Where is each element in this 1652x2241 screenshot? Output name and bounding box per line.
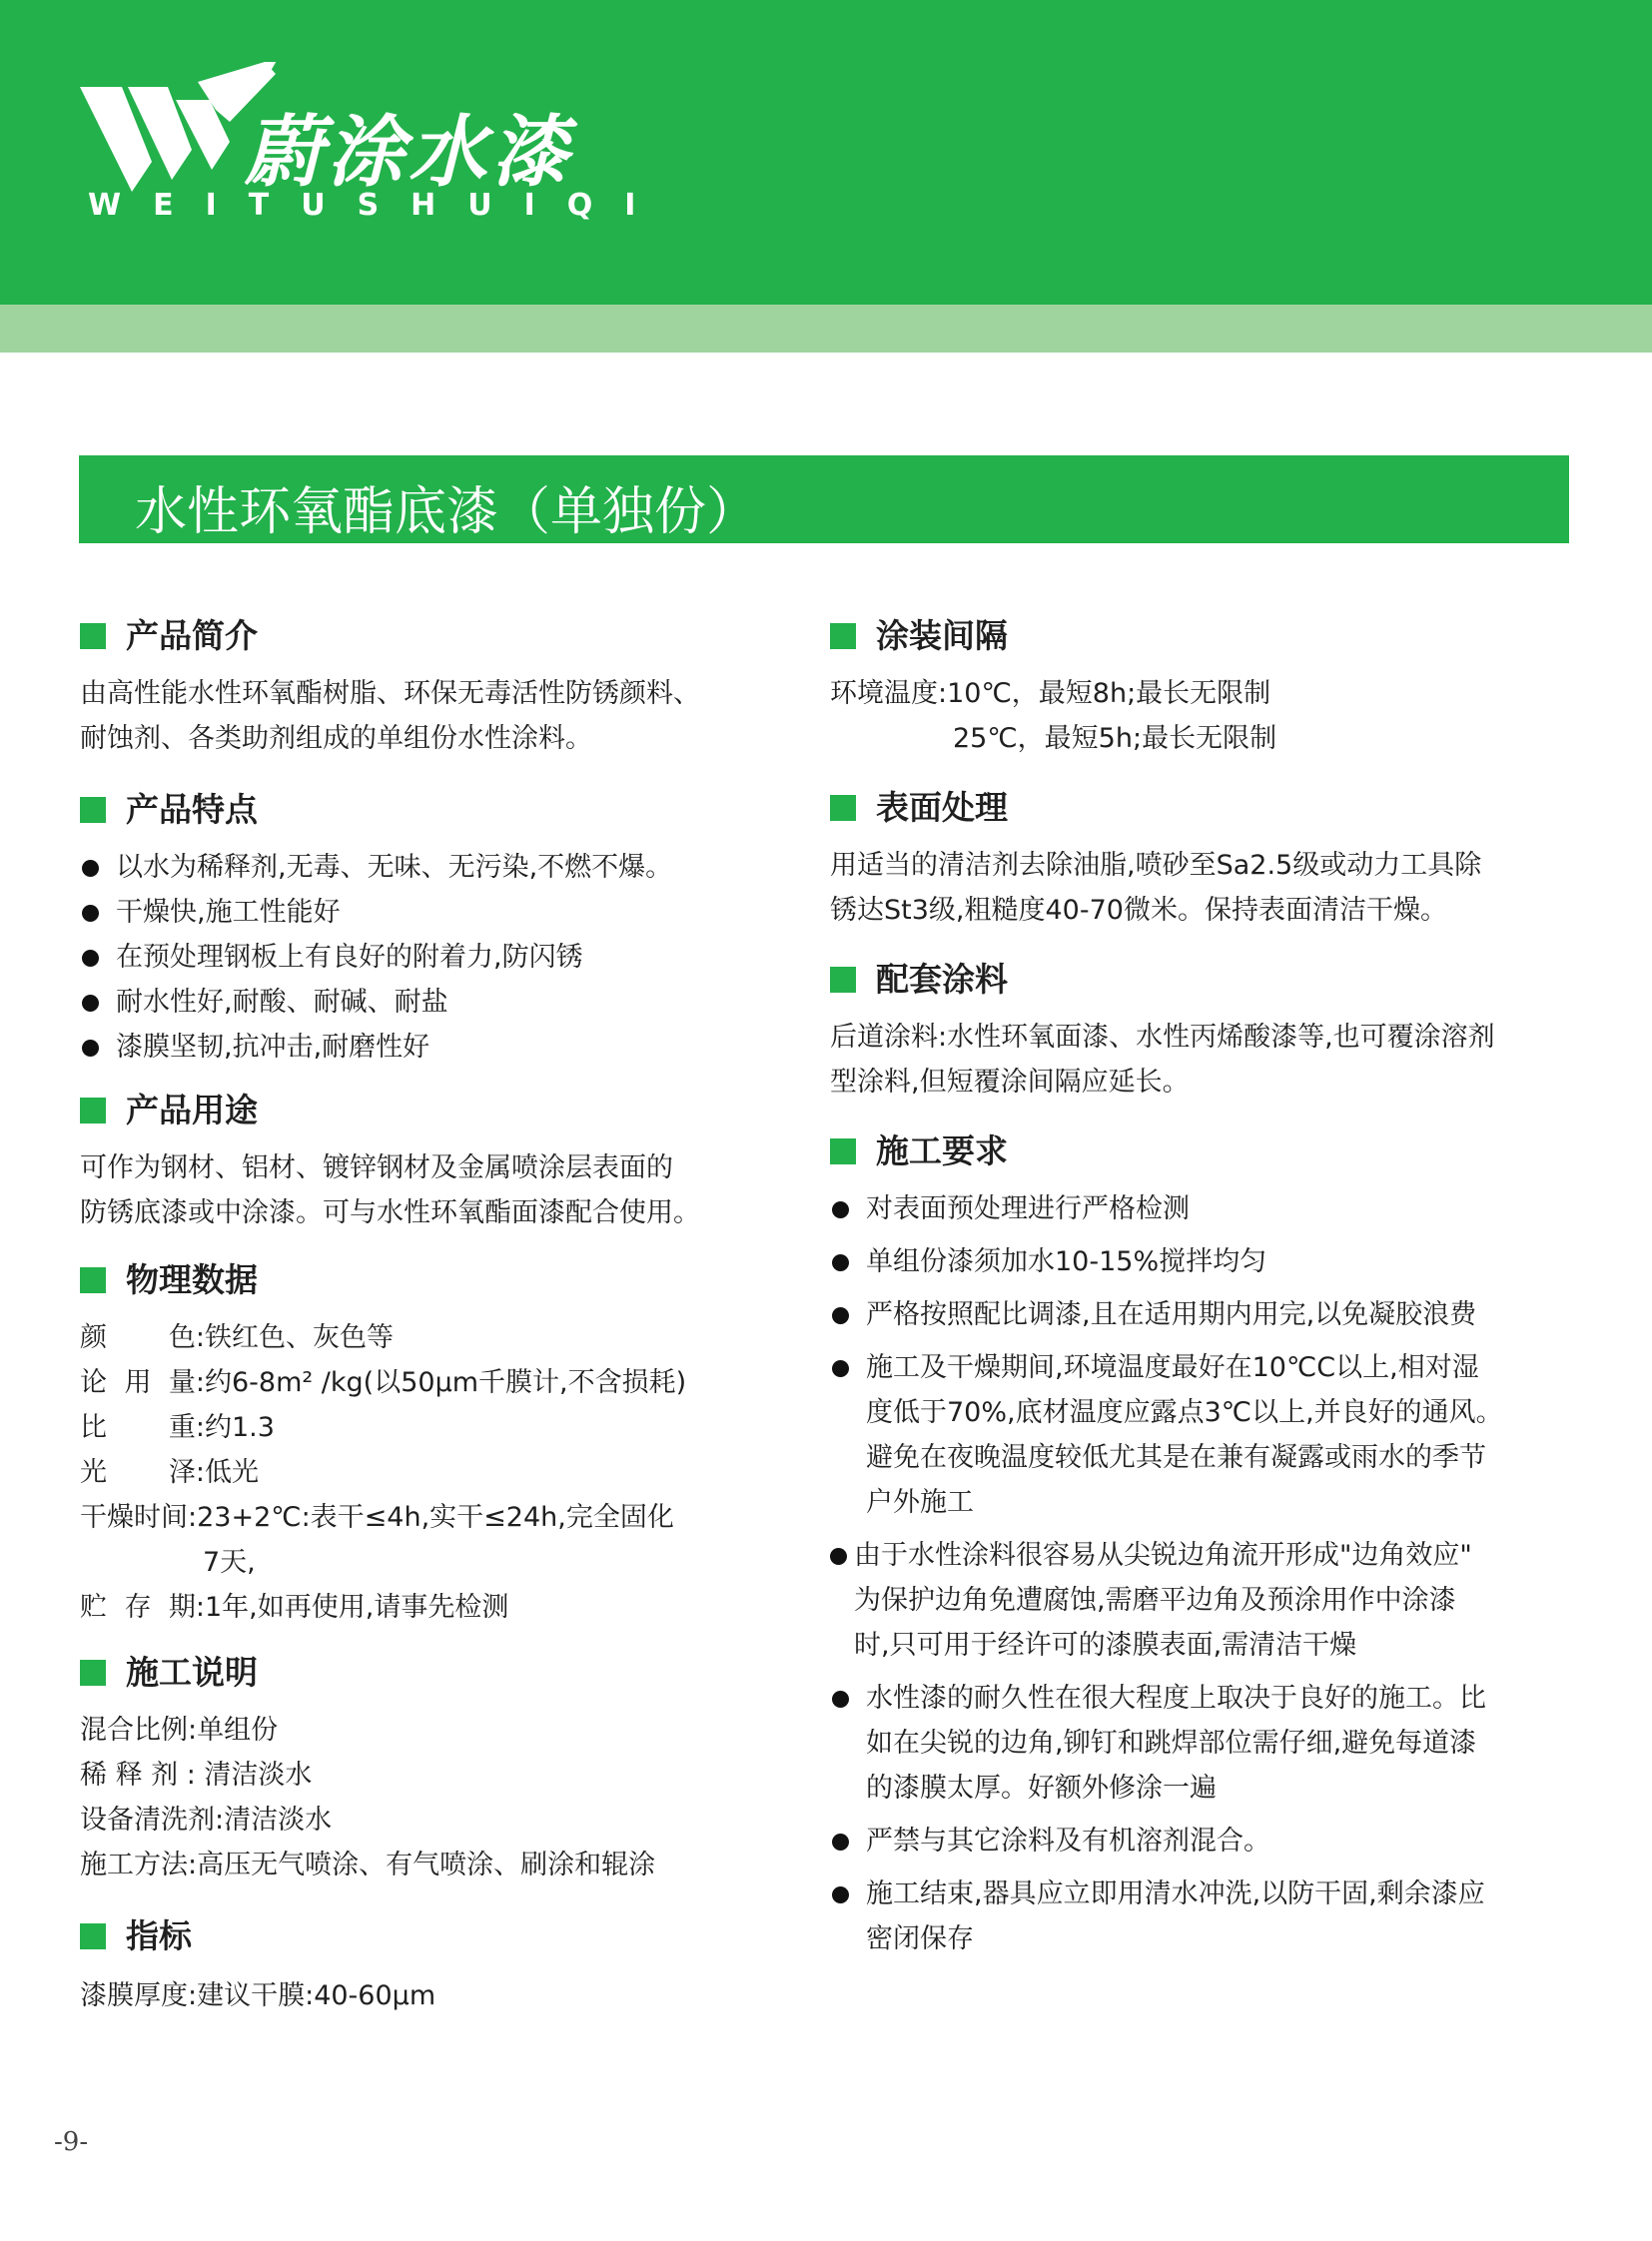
square-bullet-icon bbox=[80, 1923, 106, 1949]
list-item: 严禁与其它涂料及有机溶剂混合。 bbox=[830, 1819, 1569, 1864]
bullet-dot-icon bbox=[82, 950, 99, 967]
physical-color-row: 颜 色: 铁红色、灰色等 bbox=[80, 1322, 394, 1353]
list-item: 以水为稀释剂,无毒、无味、无污染,不燃不爆。 bbox=[80, 845, 779, 890]
square-bullet-icon bbox=[830, 1138, 856, 1164]
section-heading-matching: 配套涂料 bbox=[830, 955, 1569, 1005]
construction-text: 混合比例:单组份 稀 释 剂 : 清洁淡水 设备清洗剂:清洁淡水 施工方法:高压无气喷涂、有气喷涂、刷涂和辊涂 bbox=[80, 1715, 656, 1880]
bullet-dot-icon bbox=[832, 1886, 849, 1903]
index-text: 漆膜厚度:建议干膜:40-60μm bbox=[80, 1980, 436, 2011]
list-item: 由于水性涂料很容易从尖锐边角流开形成"边角效应" 为保护边角免遭腐蚀,需磨平边角及预涂用作中涂漆 时,只可用于经许可的漆膜表面,需清洁干燥 bbox=[830, 1533, 1569, 1668]
physical-gravity-row: 比 重: 约1.3 bbox=[80, 1412, 275, 1443]
square-bullet-icon bbox=[80, 1660, 106, 1686]
section-heading-requirements: 施工要求 bbox=[830, 1126, 1569, 1176]
list-item: 对表面预处理进行严格检测 bbox=[830, 1186, 1569, 1231]
intro-text: 由高性能水性环氧酯树脂、环保无毒活性防锈颜料、 耐蚀剂、各类助剂组成的单组份水性涂料。 bbox=[80, 678, 700, 754]
page-title: 水性环氧酯底漆（单独份） bbox=[135, 482, 759, 542]
bullet-dot-icon bbox=[82, 860, 99, 877]
surface-text: 用适当的清洁剂去除油脂,喷砂至Sa2.5级或动力工具除 锈达St3级,粗糙度40-70微米。保持表面清洁干燥。 bbox=[830, 850, 1482, 926]
left-column bbox=[80, 611, 779, 2018]
brand-name-cn: 蔚涂水漆 bbox=[245, 108, 573, 198]
bullet-dot-icon bbox=[832, 1360, 849, 1377]
bullet-dot-icon bbox=[832, 1691, 849, 1708]
square-bullet-icon bbox=[830, 967, 856, 993]
bullet-dot-icon bbox=[832, 1834, 849, 1851]
section-heading-features: 产品特点 bbox=[80, 785, 779, 835]
physical-gloss-row: 光 泽: 低光 bbox=[80, 1457, 259, 1488]
square-bullet-icon bbox=[830, 795, 856, 821]
bullet-dot-icon bbox=[82, 995, 99, 1012]
bullet-dot-icon bbox=[832, 1254, 849, 1271]
brand-name-en: WEITUSHUIQI bbox=[88, 188, 668, 223]
section-heading-surface: 表面处理 bbox=[830, 783, 1569, 833]
title-bar bbox=[79, 455, 1569, 543]
list-item: 单组份漆须加水10-15%搅拌均匀 bbox=[830, 1239, 1569, 1284]
page-number: -9- bbox=[54, 2127, 89, 2157]
physical-dry-row: 干燥时间: 23+2℃:表干≤4h,实干≤24h,完全固化 bbox=[80, 1502, 674, 1533]
square-bullet-icon bbox=[80, 1098, 106, 1123]
section-heading-construction: 施工说明 bbox=[80, 1648, 779, 1698]
list-item: 水性漆的耐久性在很大程度上取决于良好的施工。比 如在尖锐的边角,铆钉和跳焊部位需仔细,避免每道漆 的漆膜太厚。好额外修涂一遍 bbox=[830, 1676, 1569, 1811]
requirements-list bbox=[830, 1186, 1569, 1961]
list-item: 漆膜坚韧,抗冲击,耐磨性好 bbox=[80, 1025, 779, 1070]
bullet-dot-icon bbox=[830, 1548, 847, 1565]
bullet-dot-icon bbox=[82, 905, 99, 922]
list-item: 干燥快,施工性能好 bbox=[80, 890, 779, 935]
section-heading-physical: 物理数据 bbox=[80, 1255, 779, 1305]
section-heading-interval: 涂装间隔 bbox=[830, 611, 1569, 661]
square-bullet-icon bbox=[830, 623, 856, 649]
list-item: 在预处理钢板上有良好的附着力,防闪锈 bbox=[80, 935, 779, 980]
header-accent-band bbox=[0, 305, 1652, 353]
list-item: 耐水性好,耐酸、耐碱、耐盐 bbox=[80, 980, 779, 1025]
list-item: 施工结束,器具应立即用清水冲洗,以防干固,剩余漆应 密闭保存 bbox=[830, 1871, 1569, 1961]
header-banner bbox=[0, 0, 1652, 305]
square-bullet-icon bbox=[80, 1267, 106, 1293]
physical-coverage-row: 论 用 量: 约6-8m² /kg(以50μm千膜计,不含损耗) bbox=[80, 1367, 687, 1398]
right-column bbox=[830, 611, 1569, 1961]
list-item: 严格按照配比调漆,且在适用期内用完,以免凝胶浪费 bbox=[830, 1292, 1569, 1337]
physical-storage-row: 贮 存 期: 1年,如再使用,请事先检测 bbox=[80, 1592, 509, 1623]
physical-data bbox=[80, 1315, 779, 1630]
square-bullet-icon bbox=[80, 797, 106, 823]
list-item: 施工及干燥期间,环境温度最好在10℃C以上,相对湿 度低于70%,底材温度应露点3℃以上,并良好的通风。 避免在夜晚温度较低尤其是在兼有凝露或雨水的季节 户外施工 bbox=[830, 1345, 1569, 1525]
section-heading-usage: 产品用途 bbox=[80, 1086, 779, 1135]
interval-text: 环境温度:10℃，最短8h;最长无限制 25℃，最短5h;最长无限制 bbox=[830, 678, 1277, 754]
features-list bbox=[80, 845, 779, 1070]
matching-text: 后道涂料:水性环氧面漆、水性丙烯酸漆等,也可覆涂溶剂 型涂料,但短覆涂间隔应延长。 bbox=[830, 1022, 1495, 1098]
usage-text: 可作为钢材、铝材、镀锌钢材及金属喷涂层表面的 防锈底漆或中涂漆。可与水性环氧酯面漆配合使用。 bbox=[80, 1152, 700, 1228]
section-heading-index: 指标 bbox=[80, 1911, 779, 1961]
square-bullet-icon bbox=[80, 623, 106, 649]
bullet-dot-icon bbox=[82, 1040, 99, 1057]
physical-dry-row-cont: 7天, bbox=[203, 1547, 256, 1578]
bullet-dot-icon bbox=[832, 1201, 849, 1218]
bullet-dot-icon bbox=[832, 1307, 849, 1324]
section-heading-intro: 产品简介 bbox=[80, 611, 779, 661]
